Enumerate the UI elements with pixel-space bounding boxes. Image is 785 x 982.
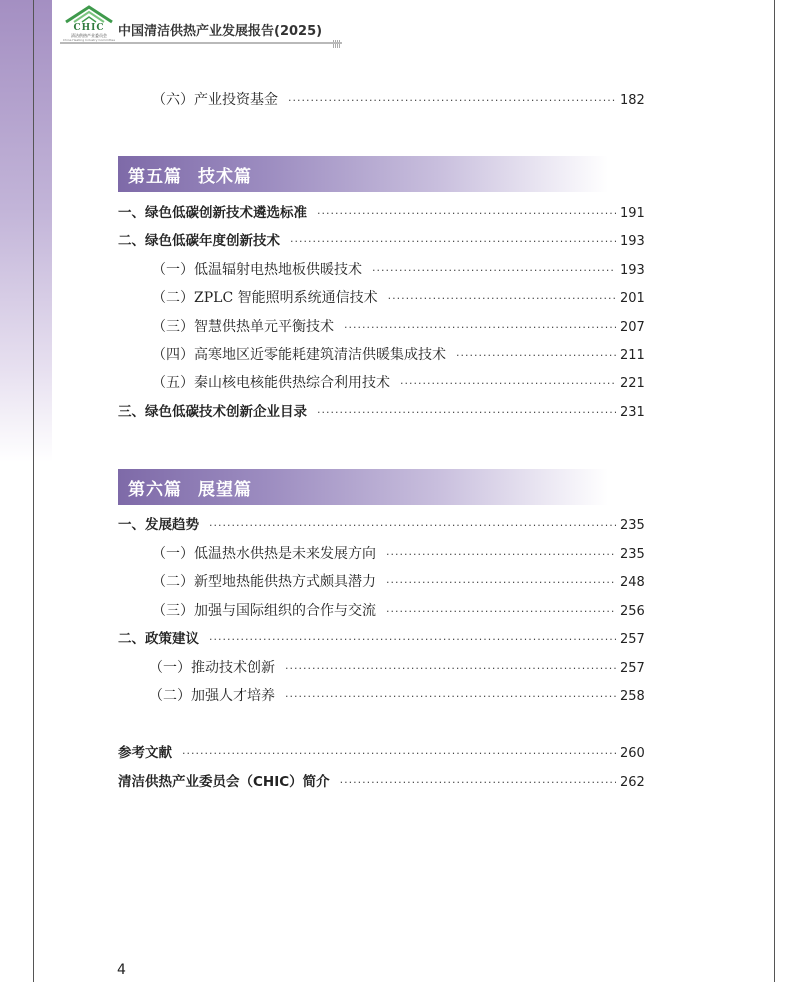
toc-entry[interactable] [152,316,644,338]
toc-entry[interactable] [152,259,644,281]
toc-entry-page: 257 [620,632,645,647]
toc-entry-page: 235 [620,547,645,562]
logo-subtitle: 清洁供热产业委员会 [71,33,107,38]
toc-entry-chic-intro[interactable] [118,771,644,793]
toc-entry-page: 256 [620,604,645,619]
toc-entry[interactable] [118,202,644,224]
toc-leader-dots [209,629,616,651]
toc-leader-dots [285,658,616,680]
toc-entry-label: （三）加强与国际组织的合作与交流 [152,603,376,619]
toc-leader-dots [285,686,616,708]
toc-entry-page: 201 [620,291,645,306]
toc-entry-label: 一、绿色低碳创新技术遴选标准 [118,205,307,221]
toc-entry[interactable] [149,685,644,707]
toc-entry[interactable] [152,344,644,366]
header-bars-decoration [333,33,343,41]
toc-entry-label: 清洁供热产业委员会（CHIC）简介 [118,774,330,790]
toc-entry-page: 258 [620,689,645,704]
page-frame-left [33,0,34,982]
toc-entry-label: （二）ZPLC 智能照明系统通信技术 [152,290,378,306]
toc-entry-page: 262 [620,775,645,790]
toc-leader-dots [290,231,616,253]
toc-leader-dots [182,743,616,765]
toc-entry-page: 221 [620,376,645,391]
toc-leader-dots [386,572,616,594]
toc-entry-label: （五）秦山核电核能供热综合利用技术 [152,375,390,391]
toc-entry-label: 参考文献 [118,745,172,761]
toc-entry-label: （一）低温热水供热是未来发展方向 [152,546,376,562]
toc-leader-dots [372,260,616,282]
toc-entry[interactable] [118,628,644,650]
toc-entry-page: 193 [620,263,645,278]
toc-entry-label: （六）产业投资基金 [152,92,278,108]
part6-subtitle: 展望篇 [198,480,252,500]
toc-entry-label: 二、政策建议 [118,631,199,647]
toc-leader-dots [386,544,616,566]
toc-entry[interactable] [152,600,644,622]
toc-entry-label: （二）新型地热能供热方式颇具潜力 [152,574,376,590]
toc-entry[interactable] [149,657,644,679]
toc-entry-label: 二、绿色低碳年度创新技术 [118,233,280,249]
chic-logo [62,4,116,42]
toc-entry-page: 207 [620,320,645,335]
toc-leader-dots [388,288,616,310]
toc-entry-label: （四）高寒地区近零能耗建筑清洁供暖集成技术 [152,347,446,363]
toc-leader-dots [386,601,616,623]
part6-heading-band [118,469,608,505]
toc-entry[interactable] [152,543,644,565]
toc-leader-dots [344,317,616,339]
toc-entry[interactable] [152,372,644,394]
toc-entry-page: 193 [620,234,645,249]
decorative-purple-band [0,0,52,462]
part5-title: 第五篇 [128,167,182,187]
toc-leader-dots [400,373,616,395]
toc-entry-label: （一）低温辐射电热地板供暖技术 [152,262,362,278]
toc-leader-dots [317,402,616,424]
toc-entry-page: 260 [620,746,645,761]
page-number: 4 [117,962,126,978]
toc-entry-page: 248 [620,575,645,590]
header-rule [60,42,342,44]
toc-entry[interactable] [152,571,644,593]
part6-title: 第六篇 [128,480,182,500]
toc-entry[interactable] [118,514,644,536]
running-header-title: 中国清洁供热产业发展报告(2025) [118,24,323,39]
part6-heading [128,475,252,500]
part5-heading [128,162,252,187]
toc-entry[interactable] [118,401,644,423]
toc-entry-label: （二）加强人才培养 [149,688,275,704]
toc-entry[interactable] [152,89,644,111]
toc-entry[interactable] [152,287,644,309]
toc-entry-label: 一、发展趋势 [118,517,199,533]
page-frame-right [774,0,775,982]
toc-leader-dots [288,90,616,112]
toc-entry-page: 191 [620,206,645,221]
toc-entry[interactable] [118,230,644,252]
toc-entry-page: 231 [620,405,645,420]
toc-entry-page: 211 [620,348,645,363]
toc-entry-page: 182 [620,93,645,108]
toc-entry-page: 257 [620,661,645,676]
toc-entry-label: （一）推动技术创新 [149,660,275,676]
logo-subtitle-english: China Heating Industry Committee [62,38,116,42]
toc-entry-references[interactable] [118,742,644,764]
toc-leader-dots [340,772,616,794]
toc-entry-page: 235 [620,518,645,533]
logo-text: CHIC [73,23,105,33]
toc-entry-label: （三）智慧供热单元平衡技术 [152,319,334,335]
toc-entry-label: 三、绿色低碳技术创新企业目录 [118,404,307,420]
part5-subtitle: 技术篇 [198,167,252,187]
toc-leader-dots [456,345,616,367]
part5-heading-band [118,156,608,192]
toc-leader-dots [317,203,616,225]
toc-leader-dots [209,515,616,537]
